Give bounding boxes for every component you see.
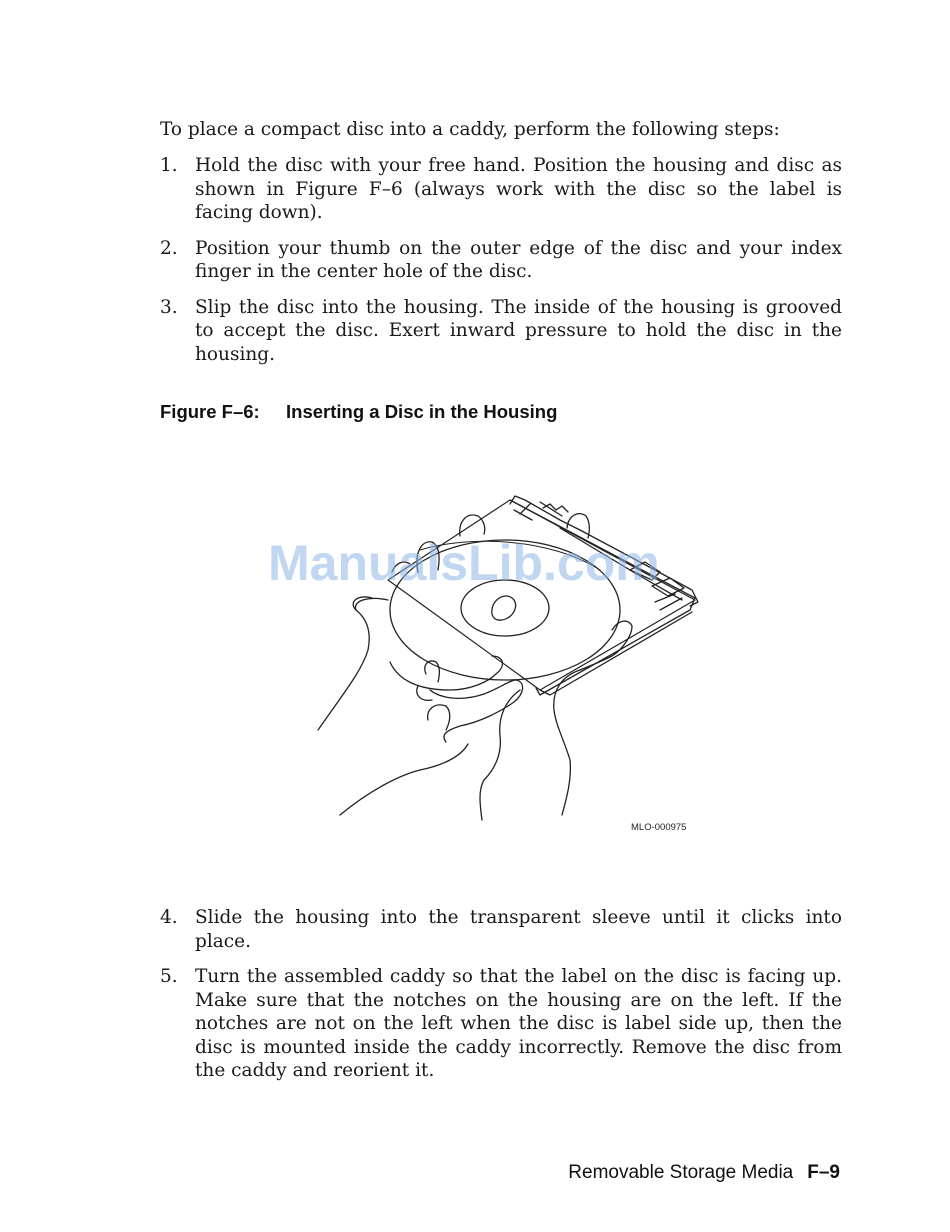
left-hand: [318, 597, 502, 815]
page-footer: [568, 1162, 840, 1184]
step-text: Slide the housing into the transparent sleeve until it clicks into place.: [195, 907, 842, 952]
page-number: F–9: [807, 1162, 840, 1183]
step-item: [160, 965, 842, 1083]
step-number: 5.: [160, 966, 178, 987]
step-text: Slip the disc into the housing. The inside of the housing is grooved to accept the disc. Exert inward pressure to hold the disc in the housing.: [195, 296, 842, 365]
step-item: [160, 296, 842, 367]
figure-caption: [160, 401, 557, 423]
step-item: [160, 906, 842, 953]
step-number: 1.: [160, 155, 178, 176]
step-number: 3.: [160, 296, 178, 318]
step-item: [160, 237, 842, 284]
step-text: Position your thumb on the outer edge of the disc and your index finger in the center hole of the disc.: [195, 237, 842, 282]
steps-list-1: [160, 154, 842, 378]
watermark: ManualsLib.com: [268, 535, 660, 591]
figure-label: Figure F–6:: [160, 401, 260, 422]
footer-section-title: Removable Storage Media: [568, 1162, 794, 1183]
step-number: 4.: [160, 907, 178, 928]
right-hand: [425, 621, 632, 820]
steps-list-2: [160, 906, 842, 1095]
step-item: [160, 154, 842, 225]
figure-title: Inserting a Disc in the Housing: [286, 401, 558, 422]
step-number: 2.: [160, 237, 178, 259]
step-text: Hold the disc with your free hand. Position the housing and disc as shown in Figure F–6 (always work with the disc so the label is facing down).: [195, 155, 842, 223]
figure-code: MLO-000975: [631, 822, 687, 833]
step-text: Turn the assembled caddy so that the label on the disc is facing up. Make sure that the notches on the housing are on the left. If the notches are not on the left when the disc is label side up, then the disc is mounted inside the caddy incorrectly. Remove the disc from the caddy and reorient it.: [195, 966, 842, 1081]
intro-paragraph: To place a compact disc into a caddy, perform the following steps:: [160, 119, 780, 140]
